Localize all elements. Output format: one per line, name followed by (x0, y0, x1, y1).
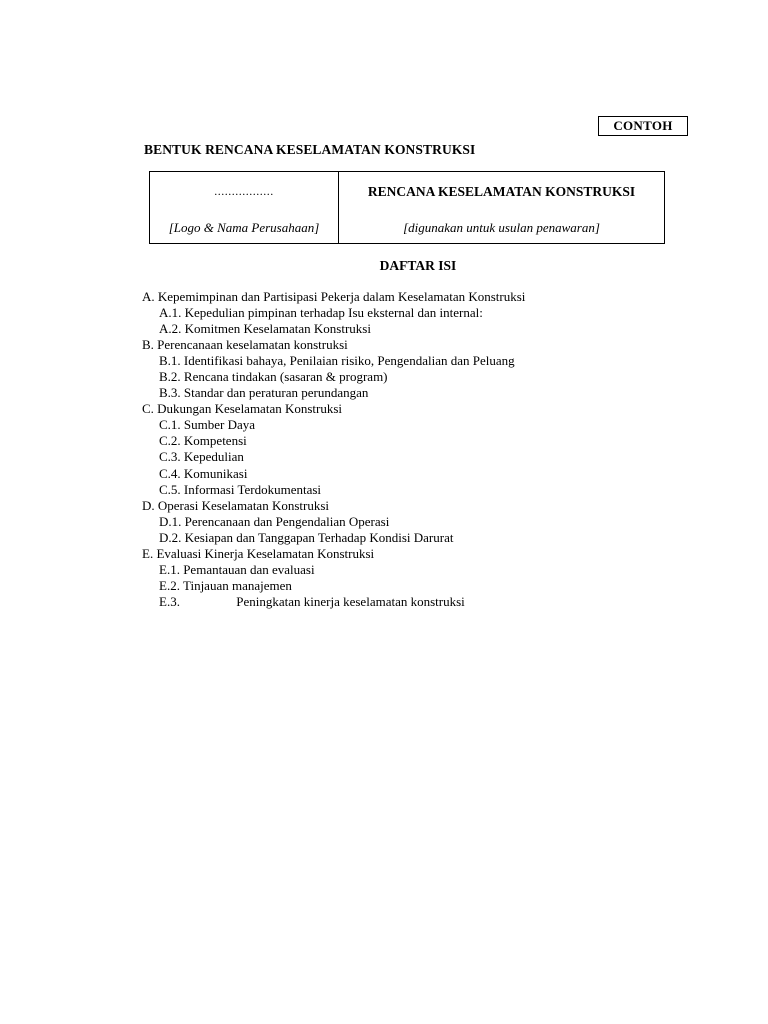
toc-subitem (142, 514, 525, 530)
toc-item-text: Komitmen Keselamatan Konstruksi (184, 321, 371, 337)
logo-cell (150, 172, 339, 243)
toc-item-code: E. (142, 545, 154, 561)
logo-dots: ................. (214, 184, 274, 198)
toc-section (142, 401, 525, 417)
toc-section (142, 546, 525, 562)
toc-subitem (142, 578, 525, 594)
toc-section (142, 498, 525, 514)
toc-item-code: C. (142, 401, 154, 417)
toc-subitem (142, 385, 525, 401)
logo-placeholder: [Logo & Nama Perusahaan] (168, 220, 320, 235)
toc-subitem (142, 353, 525, 369)
toc-item-text: Evaluasi Kinerja Keselamatan Konstruksi (156, 545, 375, 561)
toc-item-text: Rencana tindakan (sasaran & program) (183, 369, 388, 385)
toc-item-code: C.2. (159, 433, 181, 449)
contoh-stamp: CONTOH (598, 116, 688, 136)
toc-item-code: A. (142, 289, 155, 304)
toc-subitem (142, 530, 525, 546)
toc-item-code: A.1. (159, 305, 182, 321)
toc-item-text: Kepedulian (183, 449, 244, 465)
toc-item-text: Kepedulian pimpinan terhadap Isu eksternal dan internal: (184, 305, 483, 321)
toc-item-text: Identifikasi bahaya, Penilaian risiko, Pengendalian dan Peluang (183, 353, 515, 369)
toc-item-code: D.1. (159, 513, 182, 529)
toc-subitem (142, 417, 525, 433)
toc-item-text: Tinjauan manajemen (182, 577, 292, 593)
toc-item-text: Informasi Terdokumentasi (183, 481, 322, 497)
toc-item-code: B.1. (159, 353, 181, 369)
toc-item-text: Kesiapan dan Tanggapan Terhadap Kondisi Darurat (184, 529, 454, 545)
toc-item-text: Perencanaan dan Pengendalian Operasi (184, 513, 390, 529)
toc-subitem (142, 482, 525, 498)
toc-section (142, 289, 525, 305)
toc-subitem (142, 305, 525, 321)
toc-section (142, 337, 525, 353)
header-box (149, 171, 665, 244)
toc-subitem (142, 449, 525, 465)
document-title: BENTUK RENCANA KESELAMATAN KONSTRUKSI (144, 142, 476, 157)
toc-subitem (142, 321, 525, 337)
toc-item-text: Kompetensi (183, 433, 247, 449)
toc-item-text: Operasi Keselamatan Konstruksi (157, 497, 330, 513)
toc-item-code: B. (142, 337, 154, 353)
toc-item-code: C.4. (159, 465, 181, 481)
toc-item-text: Peningkatan kinerja keselamatan konstruksi (236, 593, 465, 609)
toc-item-code: E.2. (159, 577, 180, 593)
toc-item-code: A.2. (159, 321, 182, 337)
toc-item-text: Standar dan peraturan perundangan (183, 385, 369, 401)
toc-item-text: Dukungan Keselamatan Konstruksi (157, 401, 343, 417)
toc-subitem (142, 369, 525, 385)
toc-subitem (142, 433, 525, 449)
toc-item-code: E.3. (159, 593, 180, 609)
plan-title: RENCANA KESELAMATAN KONSTRUKSI (367, 184, 636, 199)
plan-subtitle: [digunakan untuk usulan penawaran] (403, 220, 600, 235)
toc-item-code: C.1. (159, 417, 181, 433)
toc-item-code: C.3. (159, 449, 181, 465)
toc-item-text: Perencanaan keselamatan konstruksi (157, 337, 348, 353)
toc-subitem (142, 562, 525, 578)
toc-item-code: E.1. (159, 561, 180, 577)
toc-subitem (142, 594, 525, 610)
toc-item-code: B.3. (159, 385, 181, 401)
toc-heading: DAFTAR ISI (379, 258, 457, 273)
toc-subitem (142, 466, 525, 482)
toc-item-code: C.5. (159, 481, 181, 497)
toc-item-text: Pemantauan dan evaluasi (183, 561, 315, 577)
toc-item-code: D.2. (159, 529, 182, 545)
toc-item-code: D. (142, 497, 155, 513)
table-of-contents (142, 289, 525, 610)
toc-item-text: Kepemimpinan dan Partisipasi Pekerja dalam Keselamatan Konstruksi (157, 289, 526, 304)
toc-item-text: Komunikasi (183, 465, 248, 481)
plan-title-cell (339, 172, 664, 243)
toc-item-code: B.2. (159, 369, 181, 385)
toc-item-text: Sumber Daya (183, 417, 256, 433)
